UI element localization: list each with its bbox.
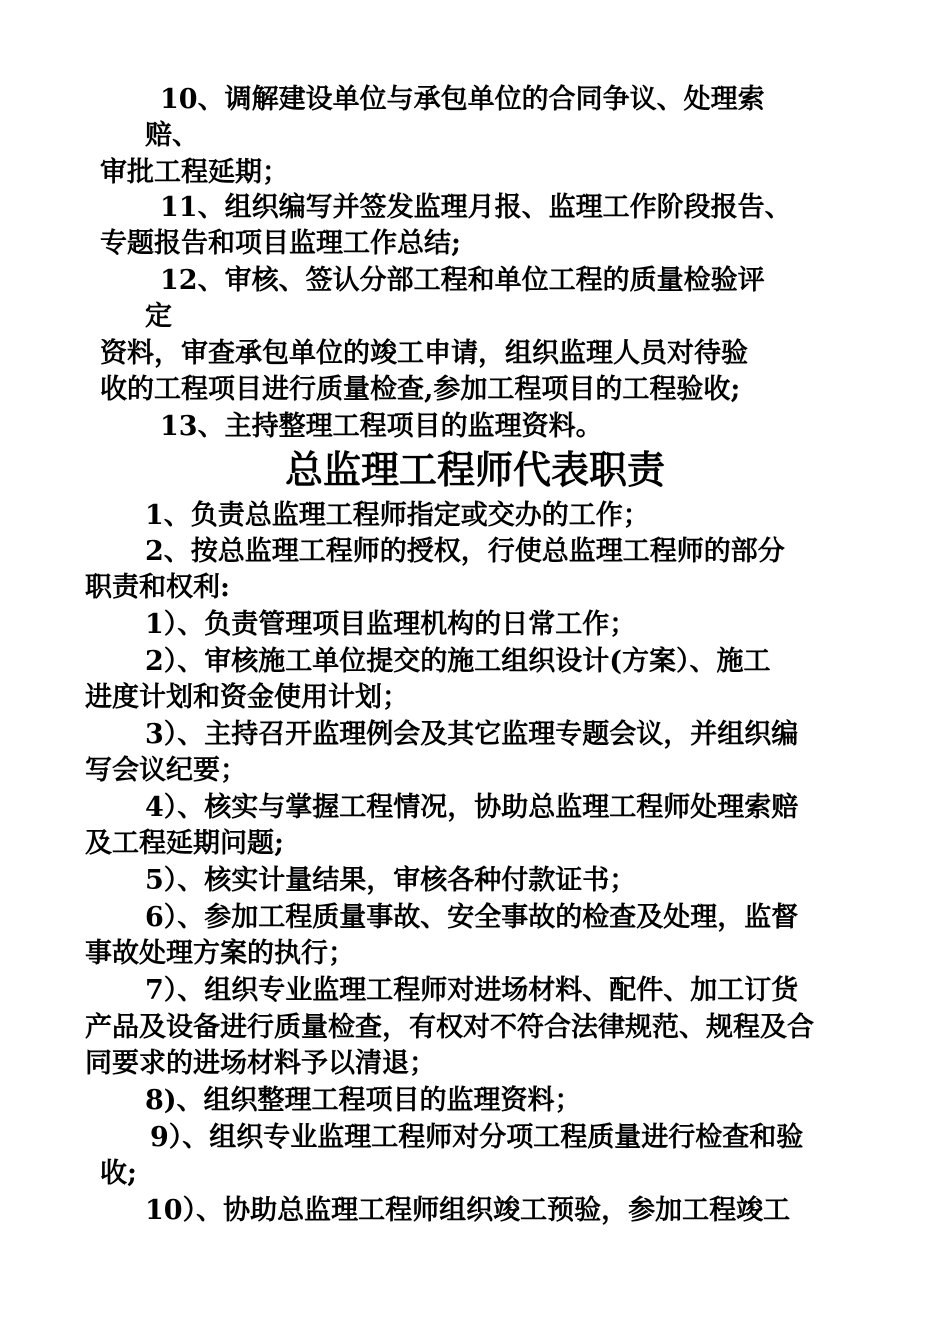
paragraph-line: 进度计划和资金使用计划； <box>85 682 409 713</box>
paragraph-line: 7）、组织专业监理工程师对进场材料、配件、加工订货 <box>145 975 799 1006</box>
paragraph-line: 职责和权利: <box>85 572 230 603</box>
paragraph-line: 3）、主持召开监理例会及其它监理专题会议，并组织编 <box>145 719 799 750</box>
paragraph-line: 1）、负责管理项目监理机构的日常工作； <box>145 609 637 640</box>
paragraph-line: 2）、审核施工单位提交的施工组织设计(方案）、施工 <box>145 646 771 677</box>
paragraph-line: 同要求的进场材料予以清退； <box>85 1048 436 1079</box>
paragraph-line: 收; <box>100 1158 137 1189</box>
paragraph-line: 产品及设备进行质量检查，有权对不符合法律规范、规程及合 <box>85 1012 814 1043</box>
paragraph-line: 事故处理方案的执行； <box>85 938 355 969</box>
paragraph-line: 2、按总监理工程师的授权，行使总监理工程师的部分 <box>145 536 785 567</box>
paragraph-line: 5）、核实计量结果，审核各种付款证书； <box>145 865 637 896</box>
paragraph-line: 11、组织编写并签发监理月报、监理工作阶段报告、 <box>160 192 792 223</box>
paragraph-line: 定 <box>145 301 172 332</box>
paragraph-line: 13、主持整理工程项目的监理资料。 <box>160 411 603 442</box>
paragraph-line: 专题报告和项目监理工作总结; <box>100 228 461 259</box>
paragraph-line: 4）、核实与掌握工程情况，协助总监理工程师处理索赔 <box>145 792 799 823</box>
paragraph-line: 写会议纪要； <box>85 755 247 786</box>
paragraph-line: 9）、组织专业监理工程师对分项工程质量进行检查和验 <box>150 1122 804 1153</box>
paragraph-line: 审批工程延期； <box>100 157 289 188</box>
paragraph-line: 10、调解建设单位与承包单位的合同争议、处理索 <box>160 84 765 115</box>
paragraph-line: 1、负责总监理工程师指定或交办的工作； <box>145 500 650 531</box>
paragraph-line: 8)、组织整理工程项目的监理资料； <box>145 1085 582 1116</box>
section-title: 总监理工程师代表职责 <box>284 448 665 492</box>
paragraph-line: 赔、 <box>145 120 199 151</box>
paragraph-line: 及工程延期问题; <box>85 828 284 859</box>
paragraph-line: 资料，审查承包单位的竣工申请，组织监理人员对待验 <box>100 338 748 369</box>
paragraph-line: 6）、参加工程质量事故、安全事故的检查及处理，监督 <box>145 902 799 933</box>
paragraph-line: 收的工程项目进行质量检查,参加工程项目的工程验收; <box>100 374 741 405</box>
paragraph-line: 10）、协助总监理工程师组织竣工预验，参加工程竣工 <box>145 1195 791 1226</box>
paragraph-line: 12、审核、签认分部工程和单位工程的质量检验评 <box>160 265 765 296</box>
